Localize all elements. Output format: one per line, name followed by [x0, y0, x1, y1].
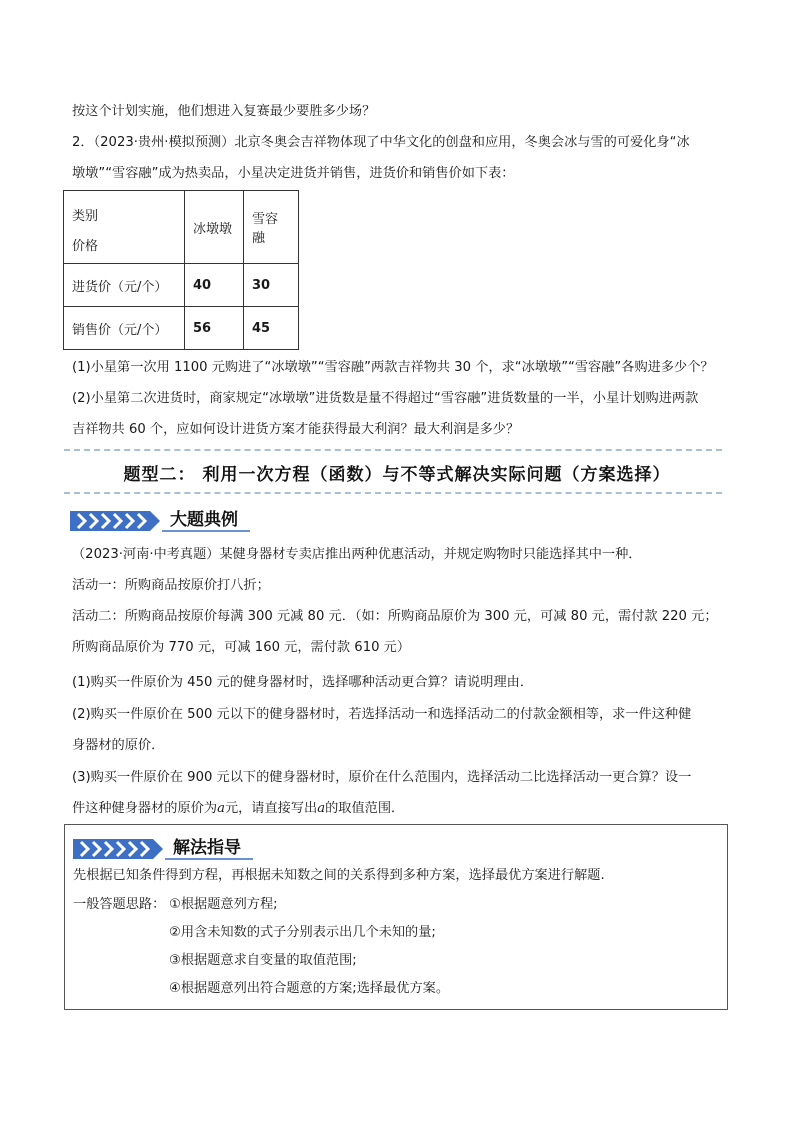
- cell-value: 56: [185, 307, 244, 350]
- example-line2: 活动一：所购商品按原价打八折；: [72, 578, 270, 593]
- variable-a: a: [317, 801, 326, 816]
- guide-step-4: ④根据题意列出符合题意的方案;选择最优方案。: [169, 981, 450, 996]
- header-price: 价格: [72, 239, 99, 254]
- variable-a: a: [217, 801, 225, 816]
- example-q3-line1: (3)购买一件原价在 900 元以下的健身器材时，原价在什么范围内，选择活动二比选择活动一更合算？设一: [72, 770, 692, 785]
- cell-value: 45: [244, 307, 299, 350]
- example-q2-line1: (2)购买一件原价在 500 元以下的健身器材时，若选择活动一和选择活动二的付款金额相等，求一件这种健: [72, 707, 692, 722]
- banner-guide: [73, 831, 273, 861]
- cell-value: 30: [244, 264, 299, 307]
- col-xuerongrong: 雪容融: [244, 191, 299, 264]
- banner-example-label: 大题典例: [170, 510, 238, 530]
- method-guide-box: [64, 824, 728, 1010]
- example-q2-line2: 身器材的原价．: [72, 738, 165, 753]
- table-row: [64, 264, 299, 307]
- guide-step-2: ②用含未知数的式子分别表示出几个未知的量;: [169, 925, 436, 940]
- problem2-q2-line2: 吉祥物共 60 个，应如何设计进货方案才能获得最大利润？最大利润是多少？: [72, 422, 520, 437]
- example-line3: 活动二：所购商品按原价每满 300 元减 80 元．（如：所购商品原价为 300 元，可减 80 元，需付款 220 元；: [72, 609, 718, 624]
- problem2-q1: (1)小星第一次用 1100 元购进了“冰墩墩”“雪容融”两款吉祥物共 30 个，求“冰墩墩”“雪容融”各购进多少个？: [72, 360, 714, 375]
- cell-value: 40: [185, 264, 244, 307]
- problem2-line2: 墩墩”“雪容融”成为热卖品，小星决定进货并销售，进货价和销售价如下表：: [72, 166, 515, 181]
- banner-guide-label: 解法指导: [173, 838, 241, 858]
- example-q3-line2: [72, 799, 404, 819]
- guide-line1: 先根据已知条件得到方程，再根据未知数之间的关系得到多种方案，选择最优方案进行解题.: [73, 868, 605, 883]
- divider-top: [64, 449, 722, 451]
- section-title: 题型二： 利用一次方程（函数）与不等式解决实际问题（方案选择）: [123, 465, 671, 485]
- divider-bottom: [64, 492, 722, 494]
- col-bingdundun: 冰墩墩: [185, 191, 244, 264]
- q3-text-a: 件这种健身器材的原价为: [72, 801, 218, 816]
- row-label: 销售价（元/个）: [64, 307, 185, 350]
- banner-example: [70, 503, 270, 533]
- intro-line: 按这个计划实施，他们想进入复赛最少要胜多少场？: [72, 104, 376, 119]
- q3-text-b: 元，请直接写出: [224, 801, 318, 816]
- example-line4: 所购商品原价为 770 元，可减 160 元，需付款 610 元）: [72, 640, 411, 655]
- problem2-q2-line1: (2)小星第二次进货时，商家规定“冰墩墩”进货数是量不得超过“雪容融”进货数量的一半，小星计划购进两款: [72, 391, 699, 406]
- q3-text-c: 的取值范围．: [325, 801, 405, 816]
- problem2-line1: 2．（2023·贵州·模拟预测）北京冬奥会吉祥物体现了中华文化的创盘和应用，冬奥会冰与雪的可爱化身“冰: [72, 135, 690, 150]
- guide-step-1: ①根据题意列方程;: [169, 897, 278, 912]
- guide-step-3: ③根据题意求自变量的取值范围;: [169, 953, 357, 968]
- table-row: [64, 307, 299, 350]
- header-category: 类别: [72, 209, 99, 224]
- example-line1: （2023·河南·中考真题）某健身器材专卖店推出两种优惠活动，并规定购物时只能选择其中一种．: [72, 547, 642, 562]
- price-table: [63, 190, 299, 350]
- example-q1: (1)购买一件原价为 450 元的健身器材时，选择哪种活动更合算？请说明理由．: [72, 675, 534, 690]
- row-label: 进货价（元/个）: [64, 264, 185, 307]
- table-header-corner: [64, 191, 185, 264]
- guide-label: 一般答题思路：: [73, 897, 166, 912]
